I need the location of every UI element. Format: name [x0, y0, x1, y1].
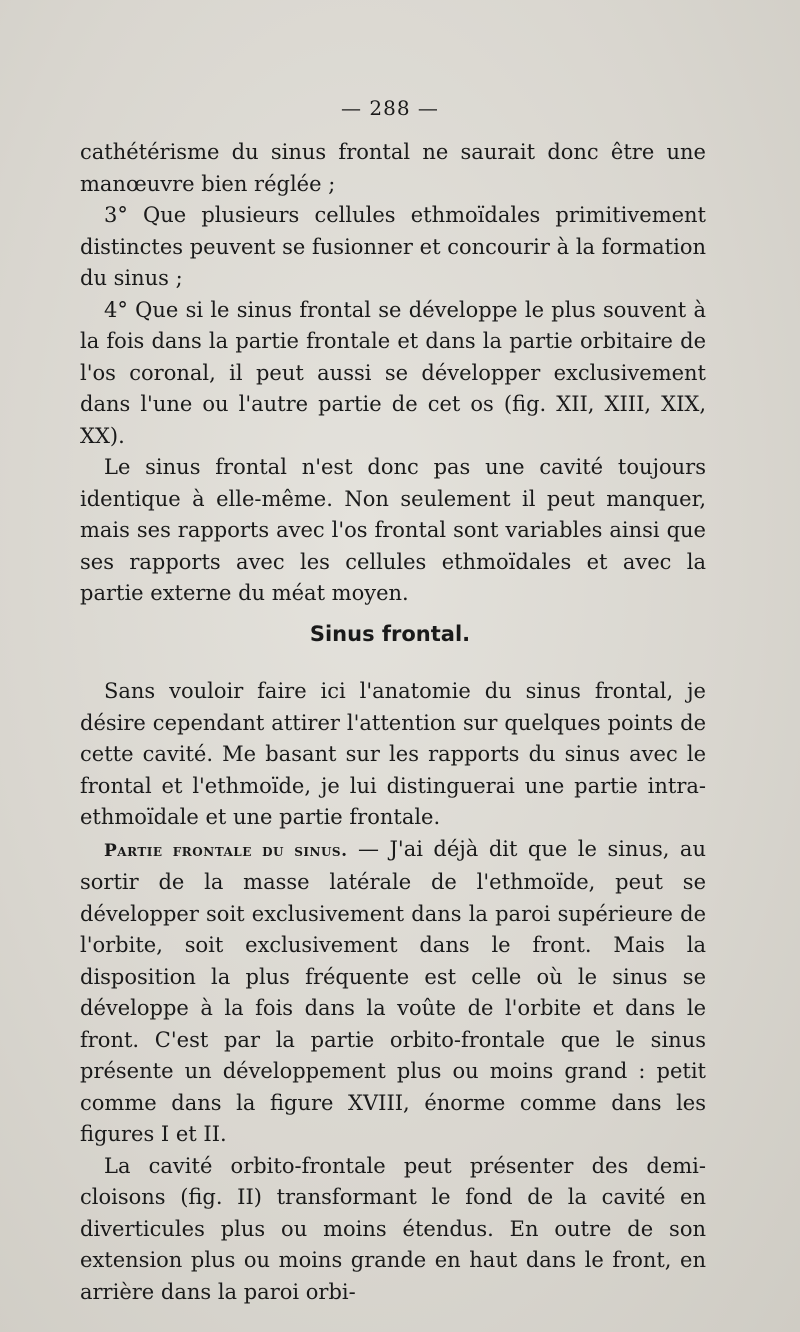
page-number: — 288 — — [341, 96, 439, 120]
paragraph: cathétérisme du sinus frontal ne saurait donc être une manœuvre bien réglée ; — [80, 140, 706, 196]
paragraph: 3° Que plusieurs cellules ethmoïdales primitivement distinctes peuvent se fusionner et concourir à la formation du sinus ; — [80, 203, 706, 290]
paragraph: Sans vouloir faire ici l'anatomie du sinus frontal, je désire cependant attirer l'attention sur quelques points de cette cavité. Me basant sur les rapports du sinus avec le frontal et l'ethmoïde, je lui distinguerai une partie intra-ethmoïdale et une partie frontale. — [80, 679, 706, 829]
paragraph: 4° Que si le sinus frontal se développe le plus souvent à la fois dans la partie frontale et dans la partie orbitaire de l'os coronal, il peut aussi se développer exclusivement dans l'une ou l'autre partie de cet os (fig. XII, XIII, XIX, XX). — [80, 297, 706, 448]
section-sinus-frontal — [80, 676, 706, 1308]
section-heading: Sinus frontal. — [309, 622, 471, 646]
paragraph-text: — J'ai déjà dit que le sinus, au sortir de la masse latérale de l'ethmoïde, peut se développer soit exclusivement dans la paroi supérieure de l'orbite, soit exclusivement dans le front. Mais la disposition la plus fréquente est celle où le sinus se développe à la fois dans la voûte de l'orbite et dans le front. C'est par la partie orbito-frontale que le sinus présente un développement plus ou moins grand : petit comme dans la figure XVIII, énorme comme dans les figures I et II. — [80, 836, 706, 1146]
section-before-heading — [80, 137, 706, 610]
subsection-label: Partie frontale du sinus. — [104, 840, 348, 861]
paragraph — [80, 834, 706, 1151]
paragraph: La cavité orbito-frontale peut présenter des demi-cloisons (fig. II) transformant le fond de la cavité en diverticules plus ou moins étendus. En outre de son extension plus ou moins grande en haut dans le front, en arrière dans la paroi orbi- — [80, 1153, 706, 1304]
paragraph: Le sinus frontal n'est donc pas une cavité toujours identique à elle-même. Non seulement il peut manquer, mais ses rapports avec l'os frontal sont variables ainsi que ses rapports avec les cellules ethmoïdales et avec la partie externe du méat moyen. — [80, 455, 706, 605]
